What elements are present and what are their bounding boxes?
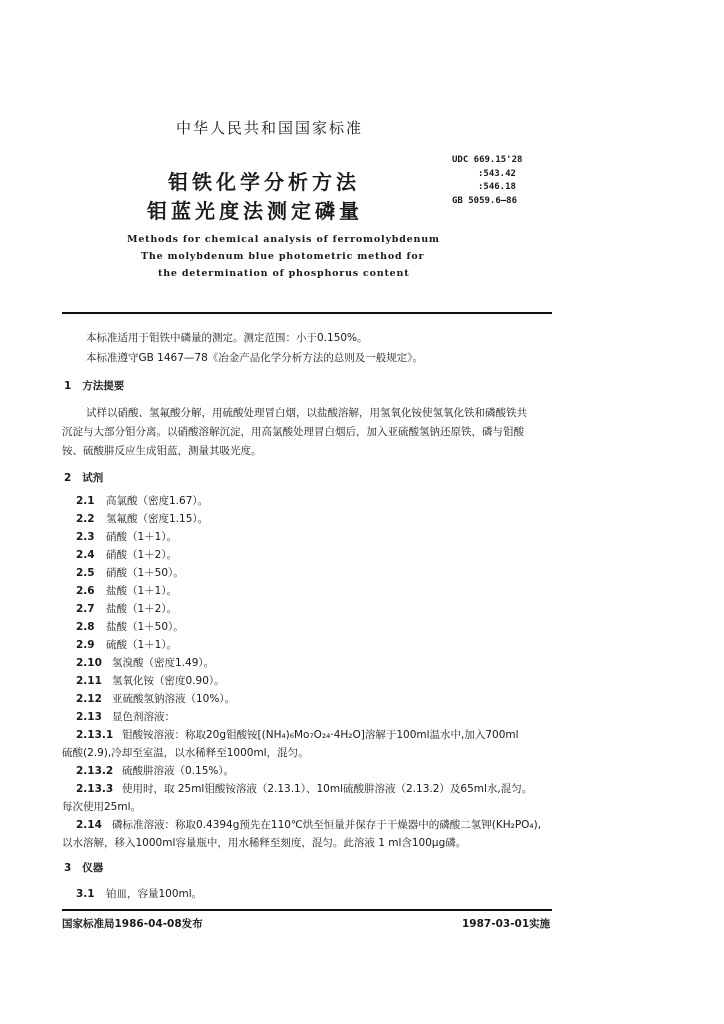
section-1-text-line1: 试样以硝酸、氢氟酸分解，用硫酸处理冒白烟，以盐酸溶解，用氢氧化铵使氢氧化铁和磷酸铁共 (86, 407, 527, 419)
intro-compliance: 本标准遵守GB 1467—78《冶金产品化学分析方法的总则及一般规定》。 (86, 352, 424, 364)
item-2-13-1-line1: 2.13.1 钼酸铵溶液：称取20g钼酸铵[(NH₄)₆Mo₇O₂₄·4H₂O]溶解于100ml温水中,加入700ml (76, 729, 519, 741)
list-item: 2.7 盐酸（1＋2）。 (76, 603, 178, 615)
english-title-line2: The molybdenum blue photometric method for (141, 251, 425, 262)
document-title-line2: 钼蓝光度法测定磷量 (147, 199, 363, 223)
list-item: 2.12 亚硫酸氢钠溶液（10%）。 (76, 693, 236, 705)
gb-standard-number: GB 5059.6—86 (452, 196, 518, 206)
header-divider (62, 312, 552, 314)
list-item: 2.6 盐酸（1＋1）。 (76, 585, 178, 597)
item-2-14-line1: 2.14 磷标准溶液：称取0.4394g预先在110℃烘至恒量并保存于干燥器中的磷酸二氢钾(KH₂PO₄), (76, 819, 542, 831)
list-item: 2.1 高氯酸（密度1.67）。 (76, 495, 209, 507)
item-2-13-1-line2: 硫酸(2.9),冷却至室温，以水稀释至1000ml，混匀。 (62, 747, 309, 759)
list-item: 2.4 硝酸（1＋2）。 (76, 549, 178, 561)
section-title: 方法提要 (82, 380, 125, 392)
udc-code-line3: :546.18 (478, 182, 516, 192)
section-number: 3 (64, 862, 72, 874)
english-title-line3: the determination of phosphorus content (158, 268, 410, 279)
list-item: 2.3 硝酸（1＋1）。 (76, 531, 178, 543)
section-3-heading (64, 860, 103, 875)
section-1-text-line2: 沉淀与大部分钼分离。以硝酸溶解沉淀，用高氯酸处理冒白烟后，加入亚硫酸氢钠还原铁，磷与钼酸 (62, 426, 524, 438)
section-number: 2 (64, 472, 72, 484)
list-item: 2.10 氢溴酸（密度1.49）。 (76, 657, 215, 669)
item-2-13-2: 2.13.2 硫酸肼溶液（0.15%）。 (76, 765, 235, 777)
section-number: 1 (64, 380, 72, 392)
english-title-line1: Methods for chemical analysis of ferromolybdenum (127, 234, 440, 245)
item-2-14-line2: 以水溶解，移入1000ml容量瓶中，用水稀释至刻度，混匀。此溶液 1 ml含100μg磷。 (62, 837, 467, 849)
issue-date: 国家标准局1986-04-08发布 (62, 918, 203, 930)
list-item: 2.2 氢氟酸（密度1.15）。 (76, 513, 209, 525)
issuing-country-title: 中华人民共和国国家标准 (176, 119, 364, 137)
section-2-heading (64, 470, 103, 485)
list-item: 2.9 硫酸（1＋1）。 (76, 639, 178, 651)
section-title: 仪器 (82, 862, 104, 874)
section-1-heading (64, 378, 124, 393)
list-item: 2.11 氢氧化铵（密度0.90）。 (76, 675, 225, 687)
item-2-13-3-line2: 每次使用25ml。 (62, 801, 142, 813)
list-item: 2.8 盐酸（1＋50）。 (76, 621, 184, 633)
item-2-13-3-line1: 2.13.3 使用时，取 25ml钼酸铵溶液（2.13.1）、10ml硫酸肼溶液（2.13.2）及65ml水,混匀。 (76, 783, 533, 795)
udc-code-line1: UDC 669.15'28 (452, 155, 523, 165)
udc-code-line2: :543.42 (478, 169, 516, 179)
list-item: 2.13 显色剂溶液： (76, 711, 175, 723)
intro-scope: 本标准适用于钼铁中磷量的测定。测定范围：小于0.150%。 (86, 332, 368, 344)
list-item: 2.5 硝酸（1＋50）。 (76, 567, 184, 579)
effective-date: 1987-03-01实施 (462, 918, 551, 930)
section-title: 试剂 (82, 472, 104, 484)
item-3-1: 3.1 铂皿，容量100ml。 (76, 888, 203, 900)
document-title-line1: 钼铁化学分析方法 (168, 170, 360, 194)
footer-divider (62, 909, 552, 911)
section-1-text-line3: 铵、硫酸肼反应生成钼蓝，测量其吸光度。 (62, 445, 262, 457)
